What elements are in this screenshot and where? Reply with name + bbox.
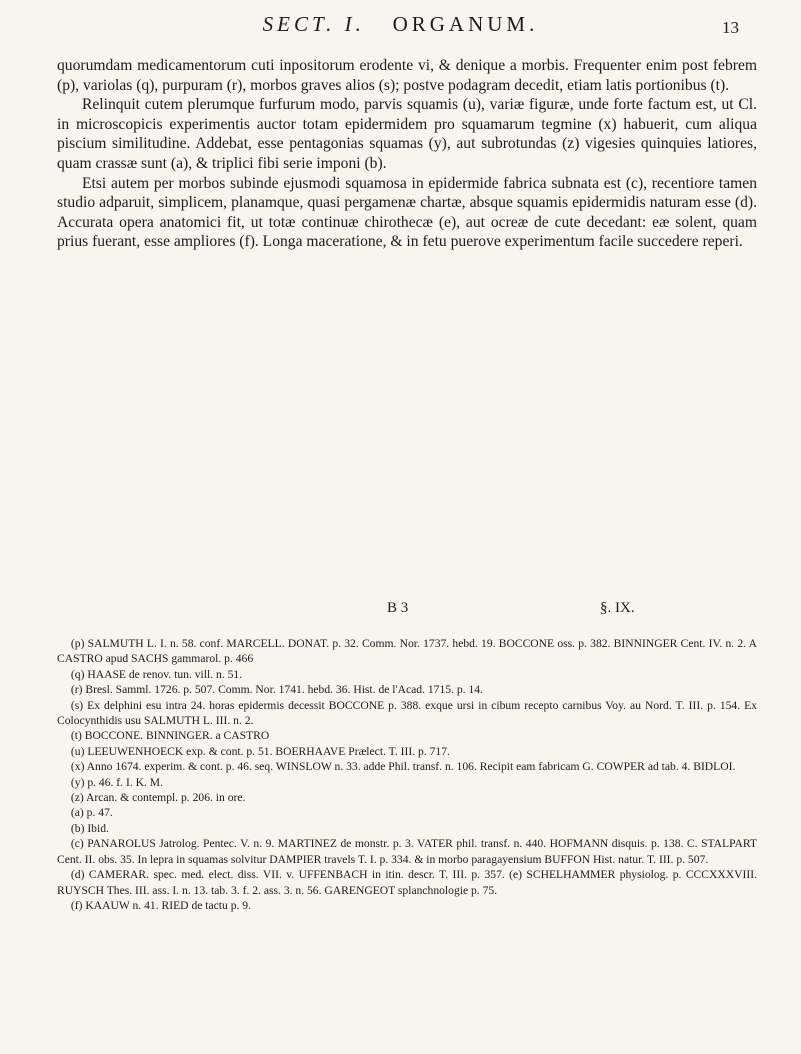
footnote: (u) LEEUWENHOECK exp. & cont. p. 51. BOERHAAVE Prælect. T. III. p. 717.: [70, 744, 450, 758]
running-title: ORGANUM.: [392, 12, 539, 36]
footnote: (z) Arcan. & contempl. p. 206. in ore.: [70, 791, 246, 805]
section-label: SECT. I.: [262, 12, 365, 36]
body-paragraph: Etsi autem per morbos subinde ejusmodi squamosa in epidermide fabrica subnata est (c), recentiore tamen studio adparuit, simplicem, planamque, quasi pergamenæ chartæ, absque squamis epidermidis naturam esse (d). Accurata opera anatomici fit, ut totæ continuæ chirothecæ (e), aut ocreæ de cute decedant: eæ solent, quam prius fuerant, esse ampliores (f). Longa maceratione, & in fetu puerove experimentum facile succedere reperi.: [57, 174, 757, 251]
body-paragraph: Relinquit cutem plerumque furfurum modo, parvis squamis (u), variæ figuræ, unde forte factum est, ut Cl. in microscopicis experimentis auctor totam epidermidem pro squamarum tegmine (x) habuerit, cum aliqua piscium similitudine. Addebat, esse pentagonias squamas (y), aut subrotundas (z) vigesies quinquies latiores, quam crassæ sunt (a), & triplici fibi serie imponi (b).: [57, 96, 757, 172]
footnotes: [57, 636, 757, 913]
signature-mark: B 3: [387, 600, 409, 616]
footnote: (t) BOCCONE. BINNINGER. a CASTRO: [70, 729, 270, 743]
footnote: (a) p. 47.: [70, 806, 113, 820]
footnote: (d) CAMERAR. spec. med. elect. diss. VII. v. UFFENBACH in itin. descr. T. III. p. 357. (e) SCHELHAMMER physiolog. p. CCCXXXVIII. RUYSCH Thes. III. ass. I. n. 13. tab. 3. f. 2. ass. 3. n. 56. GARENGEOT splanchnologie p. 75.: [57, 868, 757, 897]
main-text: [57, 56, 757, 252]
catchword: §. IX.: [600, 600, 635, 616]
footnote: (y) p. 46. f. I. K. M.: [70, 775, 163, 789]
footnote: (x) Anno 1674. experim. & cont. p. 46. seq. WINSLOW n. 33. adde Phil. transf. n. 106. Recipit eam fabricam G. COWPER ad tab. 4. BIDLOI.: [70, 760, 736, 774]
footnote: (q) HAASE de renov. tun. vill. n. 51.: [70, 667, 243, 681]
footnote: (r) Bresl. Samml. 1726. p. 507. Comm. Nor. 1741. hebd. 36. Hist. de l'Acad. 1715. p. 14.: [70, 683, 483, 697]
body-paragraph: quorumdam medicamentorum cuti inpositorum erodente vi, & denique a morbis. Frequenter enim post febrem (p), variolas (q), purpuram (r), morbos graves alios (s); postve podagram decedit, etiam latis portionibus (t).: [57, 57, 757, 94]
running-head: [0, 12, 801, 42]
signature-line: [0, 600, 801, 622]
page-number: 13: [722, 18, 739, 37]
footnote: (b) Ibid.: [70, 821, 109, 835]
footnote: (c) PANAROLUS Jatrolog. Pentec. V. n. 9. MARTINEZ de monstr. p. 3. VATER phil. transf. n. 440. HOFMANN disquis. p. 138. C. STALPART Cent. II. obs. 35. In lepra in squamas solvitur DAMPIER travels T. I. p. 334. & in morbo paragayensium BUFFON Hist. natur. T. III. p. 507.: [57, 837, 757, 866]
footnote: (f) KAAUW n. 41. RIED de tactu p. 9.: [70, 898, 251, 912]
footnote: (p) SALMUTH L. I. n. 58. conf. MARCELL. DONAT. p. 32. Comm. Nor. 1737. hebd. 19. BOCCONE oss. p. 382. BINNINGER Cent. IV. n. 2. A CASTRO apud SACHS gammarol. p. 466: [57, 637, 757, 666]
footnote: (s) Ex delphini esu intra 24. horas epidermis decessit BOCCONE p. 388. exque ursi in cibum recepto carnibus Voy. au Nord. T. III. p. 154. Ex Colocynthidis usu SALMUTH L. III. n. 2.: [57, 698, 757, 728]
